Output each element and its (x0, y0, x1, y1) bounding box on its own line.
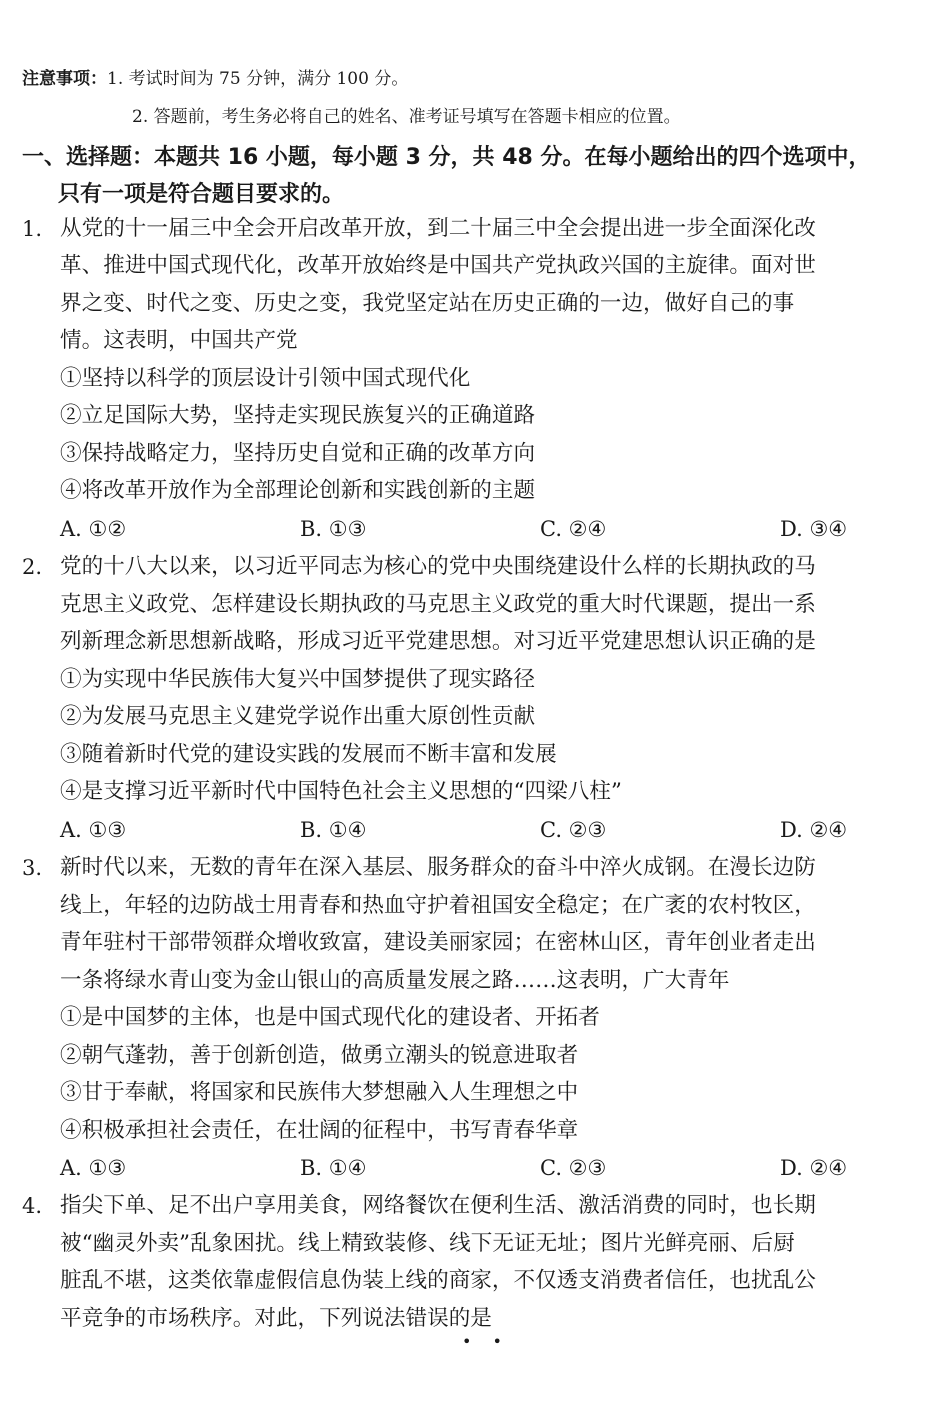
answer-options (60, 514, 900, 544)
question-number: 2. (22, 555, 43, 579)
statement-item: ①是中国梦的主体，也是中国式现代化的建设者、开拓者 (60, 1005, 600, 1030)
answer-options (60, 815, 900, 845)
question-stem-line: 革、推进中国式现代化，改革开放始终是中国共产党执政兴国的主旋律。面对世 (60, 253, 816, 278)
question-stem-line: 克思主义政党、怎样建设长期执政的马克思主义政党的重大时代课题，提出一系 (60, 592, 816, 617)
option-a: A. ①② (60, 517, 127, 541)
question-number: 3. (22, 856, 43, 880)
question-stem-line: 情。这表明，中国共产党 (60, 328, 298, 353)
option-c: C. ②④ (540, 517, 607, 541)
question-stem-line: 界之变、时代之变、历史之变，我党坚定站在历史正确的一边，做好自己的事 (60, 291, 795, 316)
question-stem-line: 脏乱不堪，这类依靠虚假信息伪装上线的商家，不仅透支消费者信任，也扰乱公 (60, 1268, 816, 1293)
option-d: D. ②④ (780, 818, 848, 842)
option-c: C. ②③ (540, 1156, 607, 1180)
question-stem-line: 指尖下单、足不出户享用美食，网络餐饮在便利生活、激活消费的同时，也长期 (60, 1193, 816, 1218)
question-stem-line: 线上，年轻的边防战士用青春和热血守护着祖国安全稳定；在广袤的农村牧区， (60, 893, 816, 918)
section-heading-line-2: 只有一项是符合题目要求的。 (58, 182, 345, 207)
option-d: D. ②④ (780, 1156, 848, 1180)
question-stem-line: 党的十八大以来，以习近平同志为核心的党中央围绕建设什么样的长期执政的马 (60, 554, 816, 579)
option-b: B. ①③ (300, 517, 367, 541)
option-b: B. ①④ (300, 818, 367, 842)
option-d: D. ③④ (780, 517, 848, 541)
question-number: 4. (22, 1194, 43, 1218)
notice-label: 注意事项： (22, 69, 107, 89)
question-stem-line: 列新理念新思想新战略，形成习近平党建思想。对习近平党建思想认识正确的是 (60, 629, 816, 654)
question-stem-line: 一条将绿水青山变为金山银山的高质量发展之路……这表明，广大青年 (60, 968, 730, 993)
statement-item: ①坚持以科学的顶层设计引领中国式现代化 (60, 366, 471, 391)
question-stem-line: 平竞争的市场秩序。对此，下列说法错误的是 (60, 1306, 492, 1331)
question-stem-line: 从党的十一届三中全会开启改革开放，到二十届三中全会提出进一步全面深化改 (60, 216, 816, 241)
option-c: C. ②③ (540, 818, 607, 842)
notice-item-2: 2. 答题前，考生务必将自己的姓名、准考证号填写在答题卡相应的位置。 (132, 107, 681, 127)
statement-item: ①为实现中华民族伟大复兴中国梦提供了现实路径 (60, 667, 536, 692)
answer-options (60, 1153, 900, 1183)
notice-line-1 (22, 68, 408, 90)
section-heading-line-1: 一、选择题：本题共 16 小题，每小题 3 分，共 48 分。在每小题给出的四个选项中， (22, 145, 871, 170)
statement-item: ④积极承担社会责任，在壮阔的征程中，书写青春华章 (60, 1118, 579, 1143)
question-number: 1. (22, 217, 43, 241)
statement-item: ③甘于奉献，将国家和民族伟大梦想融入人生理想之中 (60, 1080, 579, 1105)
notice-item-1: 1. 考试时间为 75 分钟，满分 100 分。 (107, 69, 409, 89)
statement-item: ④将改革开放作为全部理论创新和实践创新的主题 (60, 478, 536, 503)
statement-item: ④是支撑习近平新时代中国特色社会主义思想的“四梁八柱” (60, 779, 622, 804)
question-stem-line: 被“幽灵外卖”乱象困扰。线上精致装修、线下无证无址；图片光鲜亮丽、后厨 (60, 1231, 795, 1256)
statement-item: ②立足国际大势，坚持走实现民族复兴的正确道路 (60, 403, 536, 428)
statement-item: ③随着新时代党的建设实践的发展而不断丰富和发展 (60, 742, 557, 767)
statement-item: ②朝气蓬勃，善于创新创造，做勇立潮头的锐意进取者 (60, 1043, 579, 1068)
statement-item: ②为发展马克思主义建党学说作出重大原创性贡献 (60, 704, 536, 729)
option-b: B. ①④ (300, 1156, 367, 1180)
question-stem-line: 青年驻村干部带领群众增收致富，建设美丽家园；在密林山区，青年创业者走出 (60, 930, 816, 955)
option-a: A. ①③ (60, 818, 127, 842)
option-a: A. ①③ (60, 1156, 127, 1180)
statement-item: ③保持战略定力，坚持历史自觉和正确的改革方向 (60, 441, 536, 466)
question-stem-line: 新时代以来，无数的青年在深入基层、服务群众的奋斗中淬火成钢。在漫长边防 (60, 855, 816, 880)
emphasis-dots: • • (462, 1332, 510, 1351)
